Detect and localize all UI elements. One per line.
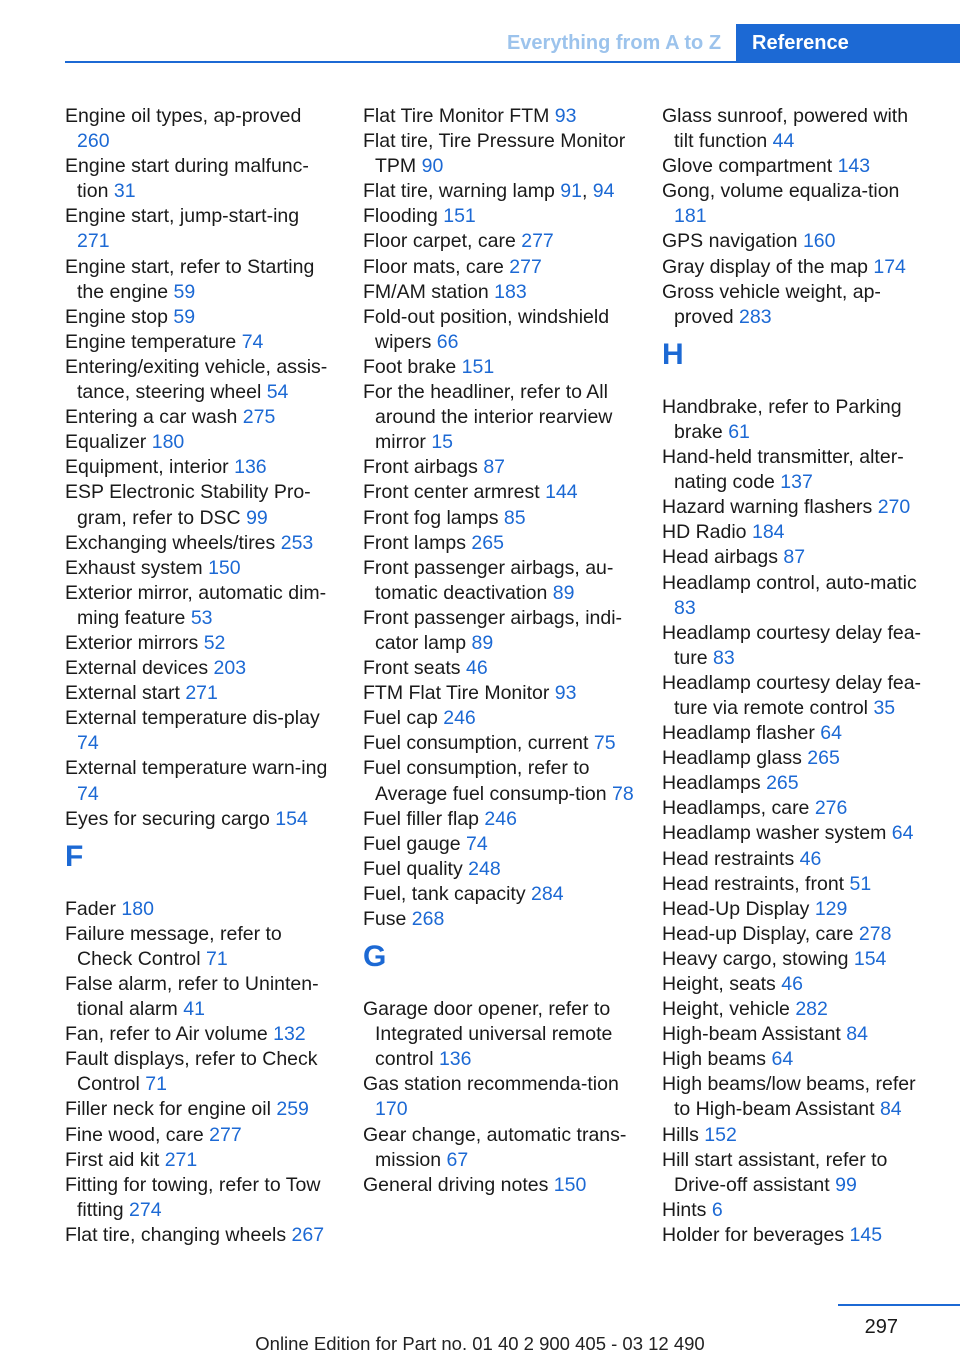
index-entry	[662, 847, 932, 872]
index-entry-text: Front seats	[363, 657, 461, 680]
index-entry-text: Hazard warning flashers	[662, 496, 873, 519]
index-entry	[363, 1072, 635, 1122]
page-reference-link[interactable]: 284	[531, 882, 564, 905]
index-entry	[363, 756, 635, 806]
index-entry	[65, 305, 337, 330]
index-entry-text: Fitting for towing, refer to Tow fitting	[65, 1173, 321, 1221]
index-entry-text: Headlamps, care	[662, 797, 810, 820]
page-reference-link[interactable]: 271	[77, 230, 110, 253]
page-reference-link[interactable]: 282	[795, 998, 828, 1021]
page-reference-link[interactable]: 89	[471, 631, 494, 654]
index-entry	[662, 280, 932, 330]
page-reference-link[interactable]: 64	[891, 822, 914, 845]
index-entry	[363, 606, 635, 656]
index-entry-text: Fan, refer to Air volume	[65, 1023, 268, 1046]
index-entry: Flat tire, warning lamp 91, 94	[363, 180, 615, 203]
page-reference-link[interactable]: 145	[849, 1223, 883, 1246]
page-reference-link[interactable]: 246	[443, 707, 476, 730]
index-entry	[662, 1198, 932, 1223]
index-entry	[662, 1047, 932, 1072]
header-rule	[65, 61, 960, 63]
page-reference-link[interactable]: 183	[494, 280, 527, 303]
page-reference-link[interactable]: 203	[213, 657, 247, 680]
index-entry	[662, 1072, 932, 1122]
index-entry	[65, 455, 337, 480]
index-entry-text: Glass sunroof, powered with tilt function	[662, 105, 909, 153]
index-entry-text: Fuel quality	[363, 857, 463, 880]
index-entry	[65, 807, 337, 832]
index-entry	[363, 731, 635, 756]
page-reference-link[interactable]: 170	[375, 1098, 408, 1121]
index-entry	[65, 972, 337, 1022]
index-entry-text: Engine oil types, ap-proved	[65, 105, 302, 127]
page-reference-link[interactable]: 276	[814, 797, 848, 820]
page-reference-link[interactable]: 61	[728, 420, 750, 443]
index-entry-text: Equalizer	[65, 431, 147, 454]
page-reference-link[interactable]: 136	[438, 1048, 472, 1071]
page-reference-link[interactable]: 99	[835, 1173, 857, 1196]
page-reference-link[interactable]: 78	[612, 782, 634, 805]
index-entry-text: Engine temperature	[65, 330, 237, 353]
index-entry-text: Floor mats, care	[363, 255, 504, 278]
index-entry-text: Fuel consumption, current	[363, 732, 589, 755]
index-entry-text: Filler neck for engine oil	[65, 1098, 271, 1121]
page-reference-link[interactable]: 53	[190, 606, 213, 629]
page-reference-link[interactable]: 15	[431, 431, 454, 454]
page-reference-link[interactable]: 91	[560, 180, 582, 203]
page-reference-link[interactable]: 275	[242, 406, 276, 429]
index-entry-text: Front lamps	[363, 531, 466, 554]
index-entry	[65, 355, 337, 405]
index-entry	[363, 556, 635, 606]
page-reference-link[interactable]: 66	[436, 330, 459, 353]
index-entry	[65, 922, 337, 972]
index-entry-text: Heavy cargo, stowing	[662, 947, 849, 970]
index-entry-text: Engine start during malfunc-tion	[65, 155, 309, 203]
index-entry	[65, 255, 337, 305]
index-entry	[65, 581, 337, 631]
page-reference-link[interactable]: 271	[164, 1148, 198, 1171]
index-entry-text: External temperature warn-ing	[65, 757, 328, 780]
index-entry	[65, 330, 337, 355]
index-entry	[363, 506, 635, 531]
index-entry-text: Exhaust system	[65, 556, 203, 579]
header-section-title: Everything from A to Z	[506, 32, 722, 54]
index-entry-text: Head-Up Display	[662, 897, 810, 920]
index-entry-text: Engine start, jump-start-ing	[65, 205, 300, 228]
page-reference-link[interactable]: 74	[466, 832, 488, 855]
page-reference-link[interactable]: 129	[814, 897, 848, 920]
page-reference-link[interactable]: 265	[766, 772, 799, 795]
index-entry-text: Hints	[662, 1198, 707, 1221]
index-entry-text: Gong, volume equaliza-tion	[662, 180, 900, 203]
index-entry	[65, 204, 337, 254]
index-entry-text: Head restraints, front	[662, 872, 845, 895]
index-entry-text: Gas station recommenda-tion	[363, 1073, 619, 1096]
index-entry-text: Fuel consumption, refer to Average fuel consump-tion	[363, 757, 607, 805]
index-entry-text: Height, seats	[662, 973, 776, 995]
index-entry	[65, 154, 337, 204]
page-reference-link[interactable]: 253	[280, 531, 314, 554]
index-entry	[363, 280, 635, 305]
index-entry	[363, 706, 635, 731]
page-reference-link[interactable]: 31	[113, 180, 136, 203]
index-entry-text: Front fog lamps	[363, 506, 499, 529]
index-entry	[662, 495, 932, 520]
index-entry-text: Flat tire, changing wheels	[65, 1223, 287, 1246]
page-reference-link[interactable]: 46	[799, 847, 822, 870]
index-entry	[363, 681, 635, 706]
index-entry-text: Gear change, automatic trans-mission	[363, 1123, 627, 1171]
index-entry-text: High-beam Assistant	[662, 1023, 841, 1046]
page-reference-link[interactable]: 71	[145, 1073, 167, 1096]
index-entry	[65, 656, 337, 681]
page-reference-link[interactable]: 180	[151, 431, 185, 454]
index-column-3	[662, 104, 932, 1248]
page-reference-link[interactable]: 283	[739, 305, 772, 328]
index-entry	[662, 1022, 932, 1047]
page-reference-link[interactable]: 260	[77, 130, 110, 153]
index-entry-text: Headlamp control, auto-matic	[662, 571, 917, 594]
page-reference-link[interactable]: 271	[185, 682, 218, 705]
page-reference-link[interactable]: 94	[592, 180, 615, 203]
index-entry-text: Headlamp courtesy delay fea-ture	[662, 621, 922, 669]
index-entry-text: Eyes for securing cargo	[65, 807, 270, 830]
index-entry-text: Headlamps	[662, 772, 761, 795]
page-reference-link[interactable]: 267	[291, 1223, 325, 1246]
index-entry	[363, 656, 635, 681]
page-reference-link[interactable]: 51	[849, 872, 872, 895]
index-entry	[662, 872, 932, 897]
index-entry	[363, 997, 635, 1072]
index-entry	[65, 1022, 337, 1047]
page-reference-link[interactable]: 44	[772, 130, 795, 153]
index-entry-text: Fuse	[363, 908, 407, 930]
page-reference-link[interactable]: 52	[203, 631, 226, 654]
index-entry	[65, 104, 337, 154]
index-entry	[65, 430, 337, 455]
index-entry	[363, 1173, 635, 1198]
index-entry-text: Glove compartment	[662, 155, 833, 178]
index-entry-text: Head-up Display, care	[662, 922, 854, 945]
index-entry	[65, 1223, 337, 1248]
page-reference-link[interactable]: 151	[461, 355, 495, 378]
page-reference-link[interactable]: 278	[858, 922, 892, 945]
index-entry-text: Headlamp flasher	[662, 722, 815, 745]
index-entry-text: Head restraints	[662, 847, 795, 870]
page-reference-link[interactable]: 74	[77, 782, 99, 805]
page-reference-link[interactable]: 99	[246, 506, 268, 529]
page-reference-link[interactable]: 84	[879, 1098, 902, 1121]
page-reference-link[interactable]: 143	[837, 155, 871, 178]
index-entry-text: Gray display of the map	[662, 255, 868, 278]
index-entry	[363, 857, 635, 882]
index-entry-text: Flat tire, Tire Pressure Monitor TPM	[363, 130, 626, 178]
page-reference-link[interactable]: 174	[873, 255, 906, 278]
index-entry	[662, 821, 932, 846]
index-entry	[662, 997, 932, 1022]
index-entry	[662, 520, 932, 545]
page-reference-link[interactable]: 67	[446, 1148, 469, 1171]
index-entry-text: Engine start, refer to Starting the engine	[65, 255, 315, 303]
index-entry	[363, 255, 635, 280]
page-reference-link[interactable]: 154	[275, 807, 308, 830]
page-reference-link[interactable]: 274	[129, 1198, 162, 1221]
page-reference-link[interactable]: 154	[853, 947, 887, 970]
page-reference-link[interactable]: 85	[503, 506, 526, 529]
footer-edition: Online Edition for Part no. 01 40 2 900 405 - 03 12 490	[255, 1333, 705, 1354]
index-entry-text: FM/AM station	[363, 280, 489, 303]
page-reference-link[interactable]: 160	[802, 230, 836, 253]
index-entry	[662, 545, 932, 570]
index-entry	[662, 1123, 932, 1148]
page-reference-link[interactable]: 87	[483, 456, 506, 479]
index-entry-text: External start	[65, 682, 180, 705]
index-entry-text: Flat tire, warning lamp	[363, 180, 555, 203]
index-entry-text: Fuel cap	[363, 707, 438, 730]
index-entry	[65, 631, 337, 656]
page-reference-link[interactable]: 46	[781, 973, 803, 995]
index-entry-text: ESP Electronic Stability Pro-gram, refer to DSC	[65, 481, 311, 529]
index-entry	[363, 480, 635, 505]
index-entry-text: FTM Flat Tire Monitor	[363, 682, 550, 705]
index-entry	[363, 104, 635, 129]
index-entry-text: Fault displays, refer to Check Control	[65, 1048, 318, 1096]
index-entry	[363, 204, 635, 229]
index-entry-text: Fuel, tank capacity	[363, 882, 526, 905]
index-entry	[65, 1173, 337, 1223]
index-entry	[65, 681, 337, 706]
index-entry	[363, 531, 635, 556]
page-reference-link[interactable]: 93	[554, 682, 577, 705]
page-reference-link[interactable]: 64	[820, 722, 842, 745]
index-column-1	[65, 104, 337, 1248]
index-entry-text: Failure message, refer to Check Control	[65, 922, 282, 970]
index-entry	[662, 771, 932, 796]
page-reference-link[interactable]: 59	[173, 305, 196, 328]
index-entry	[363, 229, 635, 254]
index-entry-text: Entering a car wash	[65, 406, 238, 429]
index-entry	[65, 756, 337, 806]
index-entry-text: Foot brake	[363, 355, 457, 378]
index-entry-text: Holder for beverages	[662, 1223, 845, 1246]
index-entry	[662, 671, 932, 721]
index-entry	[662, 255, 932, 280]
index-entry-text: Handbrake, refer to Parking brake	[662, 395, 902, 443]
index-entry	[662, 104, 932, 154]
index-entry	[662, 395, 932, 445]
index-entry	[662, 897, 932, 922]
page-reference-link[interactable]: 46	[465, 657, 488, 680]
index-entry	[662, 721, 932, 746]
index-entry	[363, 832, 635, 857]
page-reference-link[interactable]: 6	[711, 1198, 723, 1221]
index-entry	[65, 897, 337, 922]
page-reference-link[interactable]: 152	[704, 1123, 737, 1146]
index-entry-text: External temperature dis-play	[65, 707, 320, 730]
index-entry-text: Fuel gauge	[363, 832, 461, 855]
index-entry-text: False alarm, refer to Uninten-tional alarm	[65, 973, 319, 1021]
index-entry-text: Hill start assistant, refer to Drive-off assistant	[662, 1148, 888, 1196]
index-entry-text: GPS navigation	[662, 230, 798, 253]
index-entry-text: Hills	[662, 1123, 699, 1146]
page-reference-link[interactable]: 184	[751, 521, 785, 544]
page-reference-link[interactable]: 74	[77, 732, 99, 755]
index-entry	[363, 807, 635, 832]
index-entry	[65, 706, 337, 756]
page-reference-link[interactable]: 54	[266, 381, 289, 404]
index-entry	[662, 746, 932, 771]
index-entry	[65, 1097, 337, 1122]
index-letter-heading: G	[363, 940, 387, 974]
header-tab-reference: Reference	[736, 24, 960, 62]
index-entry	[363, 882, 635, 907]
index-entry	[662, 922, 932, 947]
index-entry	[662, 179, 932, 229]
index-entry-text: Fold-out position, windshield wipers	[363, 305, 610, 353]
page-reference-link[interactable]: 137	[780, 471, 813, 494]
index-entry-text: Exterior mirrors	[65, 631, 199, 654]
index-entry-text: HD Radio	[662, 521, 747, 544]
page-number-rule	[838, 1304, 960, 1306]
index-entry-text: Hand-held transmitter, alter-nating code	[662, 446, 904, 494]
index-entry-text: Engine stop	[65, 305, 168, 328]
index-entry	[662, 229, 932, 254]
index-entry-text: Fuel filler flap	[363, 807, 479, 830]
index-entry	[363, 455, 635, 480]
index-entry	[363, 129, 635, 179]
index-entry	[662, 445, 932, 495]
index-entry	[65, 1148, 337, 1173]
page-reference-link[interactable]: 41	[183, 998, 205, 1021]
page-reference-link[interactable]: 265	[807, 747, 840, 770]
index-entry-text: Floor carpet, care	[363, 230, 516, 253]
page-reference-link[interactable]: 150	[208, 556, 241, 579]
page-reference-link[interactable]: 270	[877, 496, 911, 519]
index-entry	[65, 556, 337, 581]
index-letter-heading: F	[65, 839, 84, 873]
page-reference-link[interactable]: 64	[771, 1048, 794, 1071]
index-entry-text: Front center armrest	[363, 481, 540, 504]
index-entry	[65, 405, 337, 430]
index-entry-text: Head airbags	[662, 546, 778, 569]
index-entry	[65, 1123, 337, 1148]
index-entry	[65, 531, 337, 556]
page-reference-link[interactable]: 151	[443, 205, 476, 228]
index-entry-text: Equipment, interior	[65, 456, 229, 479]
index-entry	[363, 907, 635, 932]
page-reference-link[interactable]: 84	[846, 1023, 868, 1046]
index-entry	[662, 1148, 932, 1198]
page-reference-link[interactable]: 59	[173, 280, 196, 303]
index-entry	[662, 154, 932, 179]
index-entry-text: Exchanging wheels/tires	[65, 531, 276, 554]
page-reference-link[interactable]: 277	[509, 255, 542, 278]
page-reference-link[interactable]: 277	[209, 1123, 242, 1146]
page-reference-link[interactable]: 277	[521, 230, 554, 253]
index-entry-text: High beams/low beams, refer to High-beam Assistant	[662, 1073, 916, 1121]
page-reference-link[interactable]: 87	[783, 546, 806, 569]
page-reference-link[interactable]: 83	[713, 646, 735, 669]
page-reference-link[interactable]: 75	[593, 732, 616, 755]
page-reference-link[interactable]: 74	[241, 330, 264, 353]
index-entry-text: Headlamp washer system	[662, 822, 887, 845]
index-entry	[65, 1047, 337, 1097]
page-reference-link[interactable]: 259	[276, 1098, 309, 1121]
index-entry-text: External devices	[65, 657, 209, 680]
index-entry-text: Exterior mirror, automatic dim-ming feature	[65, 581, 327, 629]
index-entry-text: Front passenger airbags, au-tomatic deactivation	[363, 556, 614, 604]
index-entry	[363, 380, 635, 455]
index-entry-text: Fader	[65, 897, 116, 920]
index-entry-text: Headlamp glass	[662, 747, 802, 770]
page-reference-link[interactable]: 90	[421, 155, 444, 178]
index-column-2	[363, 104, 635, 1198]
page-reference-link[interactable]: 180	[121, 897, 154, 920]
page-reference-link[interactable]: 136	[234, 456, 267, 479]
page-reference-link[interactable]: 93	[554, 105, 577, 127]
index-entry-text: High beams	[662, 1048, 767, 1071]
index-entry-text: Entering/exiting vehicle, assis-tance, steering wheel	[65, 355, 328, 404]
page-reference-link[interactable]: 83	[674, 596, 696, 619]
page-reference-link[interactable]: 248	[468, 857, 501, 880]
page-reference-link[interactable]: 181	[674, 205, 707, 228]
page-reference-link[interactable]: 265	[471, 531, 504, 554]
index-entry-text: Flat Tire Monitor FTM	[363, 105, 550, 127]
index-entry	[65, 480, 337, 530]
index-entry	[662, 571, 932, 621]
page-reference-link[interactable]: 144	[545, 481, 578, 504]
page-reference-link[interactable]: 150	[553, 1173, 587, 1196]
index-entry	[662, 1223, 932, 1248]
page-reference-link[interactable]: 246	[484, 807, 517, 830]
index-entry	[662, 972, 932, 997]
page-reference-link[interactable]: 132	[273, 1023, 306, 1046]
index-entry-text: Front airbags	[363, 456, 478, 479]
page-reference-link[interactable]: 89	[552, 581, 575, 604]
index-entry	[662, 947, 932, 972]
index-entry-text: For the headliner, refer to All around the interior rearview mirror	[363, 381, 613, 454]
index-entry-text: Headlamp courtesy delay fea-ture via remote control	[662, 671, 922, 719]
index-letter-heading: H	[662, 337, 684, 371]
index-entry	[363, 1123, 635, 1173]
index-entry-text: General driving notes	[363, 1173, 549, 1196]
index-entry-text: First aid kit	[65, 1148, 160, 1171]
index-entry-text: Flooding	[363, 205, 438, 228]
index-entry-text: Fine wood, care	[65, 1123, 204, 1146]
page-reference-link[interactable]: 35	[873, 696, 896, 719]
index-entry-text: Gross vehicle weight, ap-proved	[662, 280, 881, 328]
index-entry	[662, 796, 932, 821]
index-entry	[662, 621, 932, 671]
index-entry-text: Height, vehicle	[662, 998, 790, 1021]
page-reference-link[interactable]: 71	[205, 947, 228, 970]
page-number: 297	[864, 1316, 898, 1338]
index-entry	[363, 355, 635, 380]
index-entry	[363, 305, 635, 355]
index-entry-text: Front passenger airbags, indi-cator lamp	[363, 606, 623, 654]
page-reference-link[interactable]: 268	[411, 908, 445, 930]
index-entry-text: Garage door opener, refer to Integrated universal remote control	[363, 998, 613, 1071]
